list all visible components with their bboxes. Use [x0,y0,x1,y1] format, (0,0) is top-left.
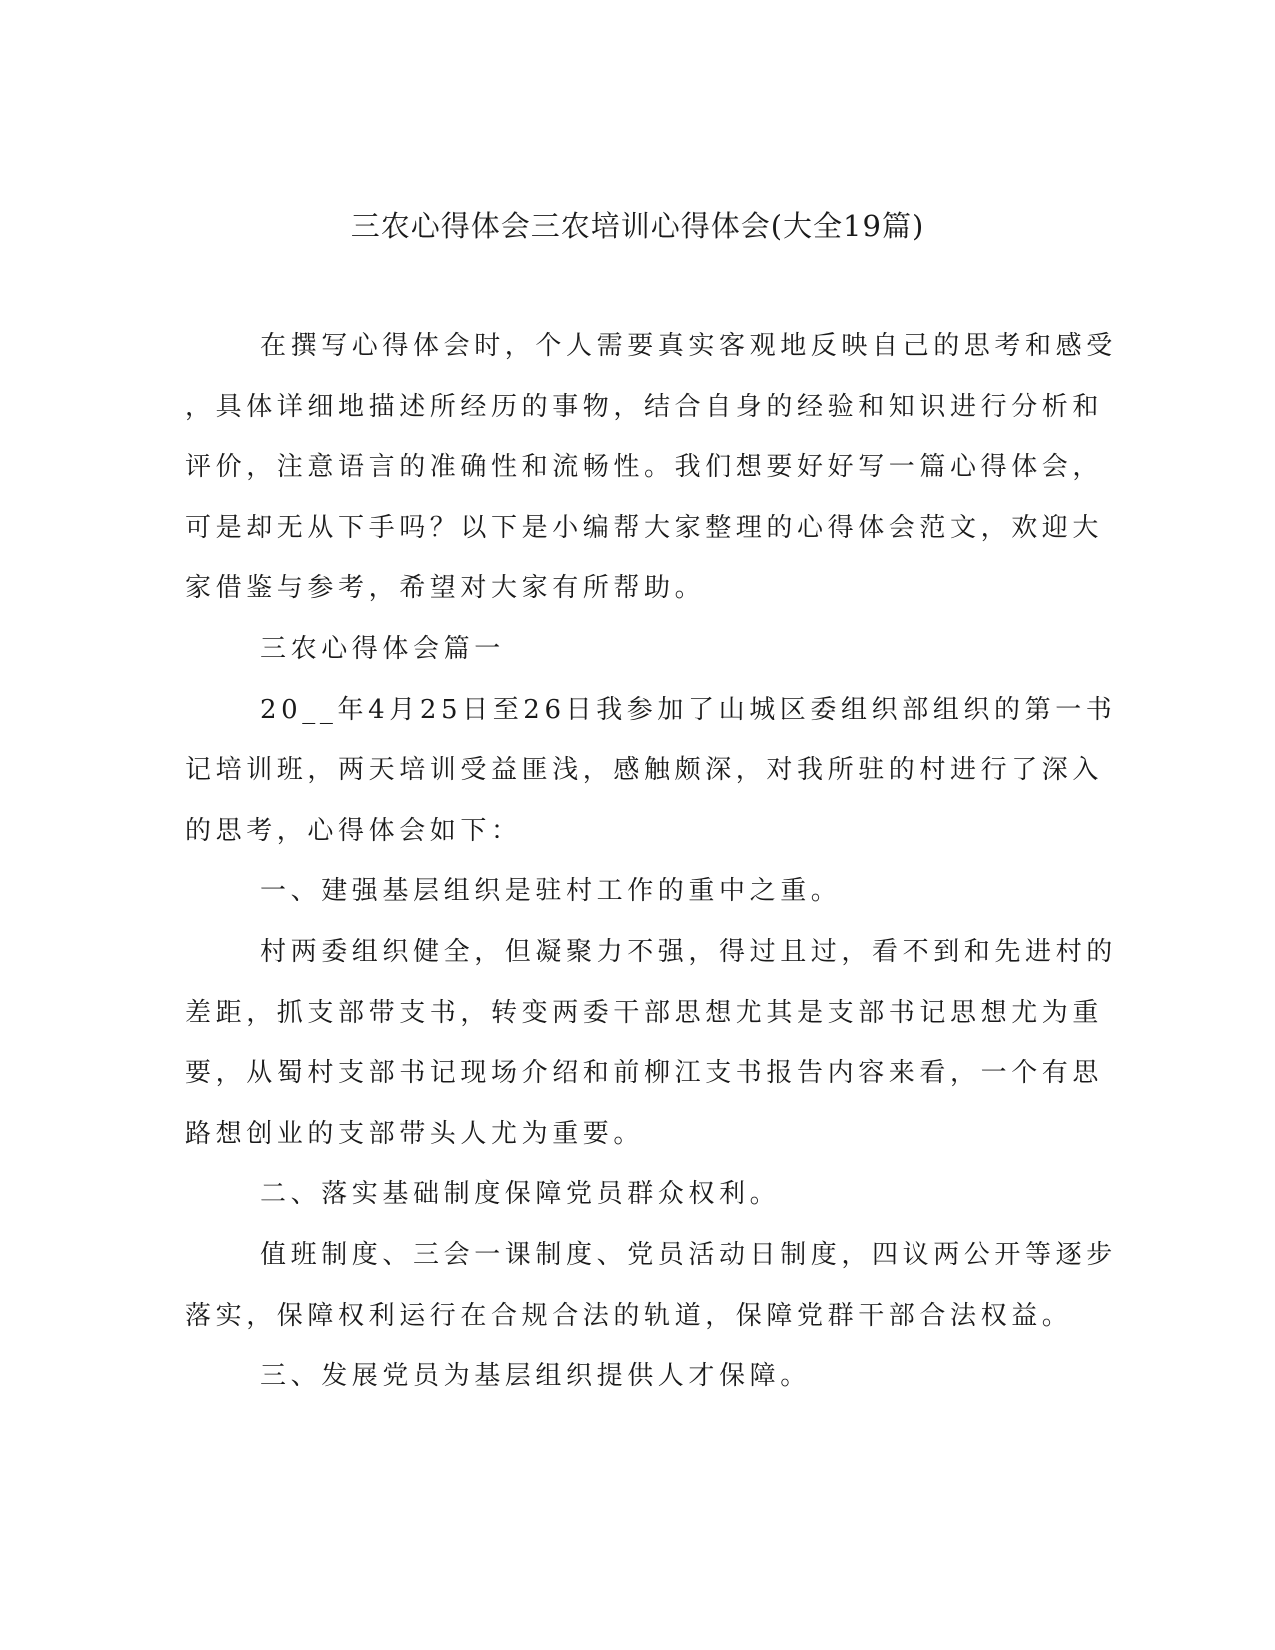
paragraph-line: 村两委组织健全，但凝聚力不强，得过且过，看不到和先进村的 [260,936,1117,967]
paragraph-line: 在撰写心得体会时，个人需要真实客观地反映自己的思考和感受 [260,331,1117,361]
paragraph-line: 值班制度、三会一课制度、党员活动日制度，四议两公开等逐步 [260,1239,1117,1270]
subheading: 二、落实基础制度保障党员群众权利。 [260,1179,781,1210]
paragraph-line: 记培训班，两天培训受益匪浅，感触颇深，对我所驻的村进行了深入 [185,755,1104,786]
paragraph-line: 差距，抓支部带支书，转变两委干部思想尤其是支部书记思想尤为重 [185,997,1104,1028]
document-body [185,328,1117,1419]
document-title: 三农心得体会三农培训心得体会(大全19篇) [350,209,925,243]
paragraph-line: ，具体详细地描述所经历的事物，结合自身的经验和知识进行分析和 [185,391,1104,422]
section-heading: 三农心得体会篇一 [260,633,505,664]
subheading: 三、发展党员为基层组织提供人才保障。 [260,1361,811,1392]
paragraph-line: 可是却无从下手吗？以下是小编帮大家整理的心得体会范文，欢迎大 [185,512,1104,543]
paragraph-line: 落实，保障权利运行在合规合法的轨道，保障党群干部合法权益。 [185,1300,1073,1331]
paragraph-line: 20__年4月25日至26日我参加了山城区委组织部组织的第一书 [260,694,1117,725]
subheading: 一、建强基层组织是驻村工作的重中之重。 [260,876,842,907]
paragraph-line: 要，从蜀村支部书记现场介绍和前柳江支书报告内容来看，一个有思 [185,1058,1104,1089]
paragraph-line: 评价，注意语言的准确性和流畅性。我们想要好好写一篇心得体会， [185,452,1104,483]
paragraph-line: 路想创业的支部带头人尤为重要。 [185,1118,645,1149]
paragraph-line: 的思考，心得体会如下： [185,815,522,846]
paragraph-line: 家借鉴与参考，希望对大家有所帮助。 [185,573,706,604]
